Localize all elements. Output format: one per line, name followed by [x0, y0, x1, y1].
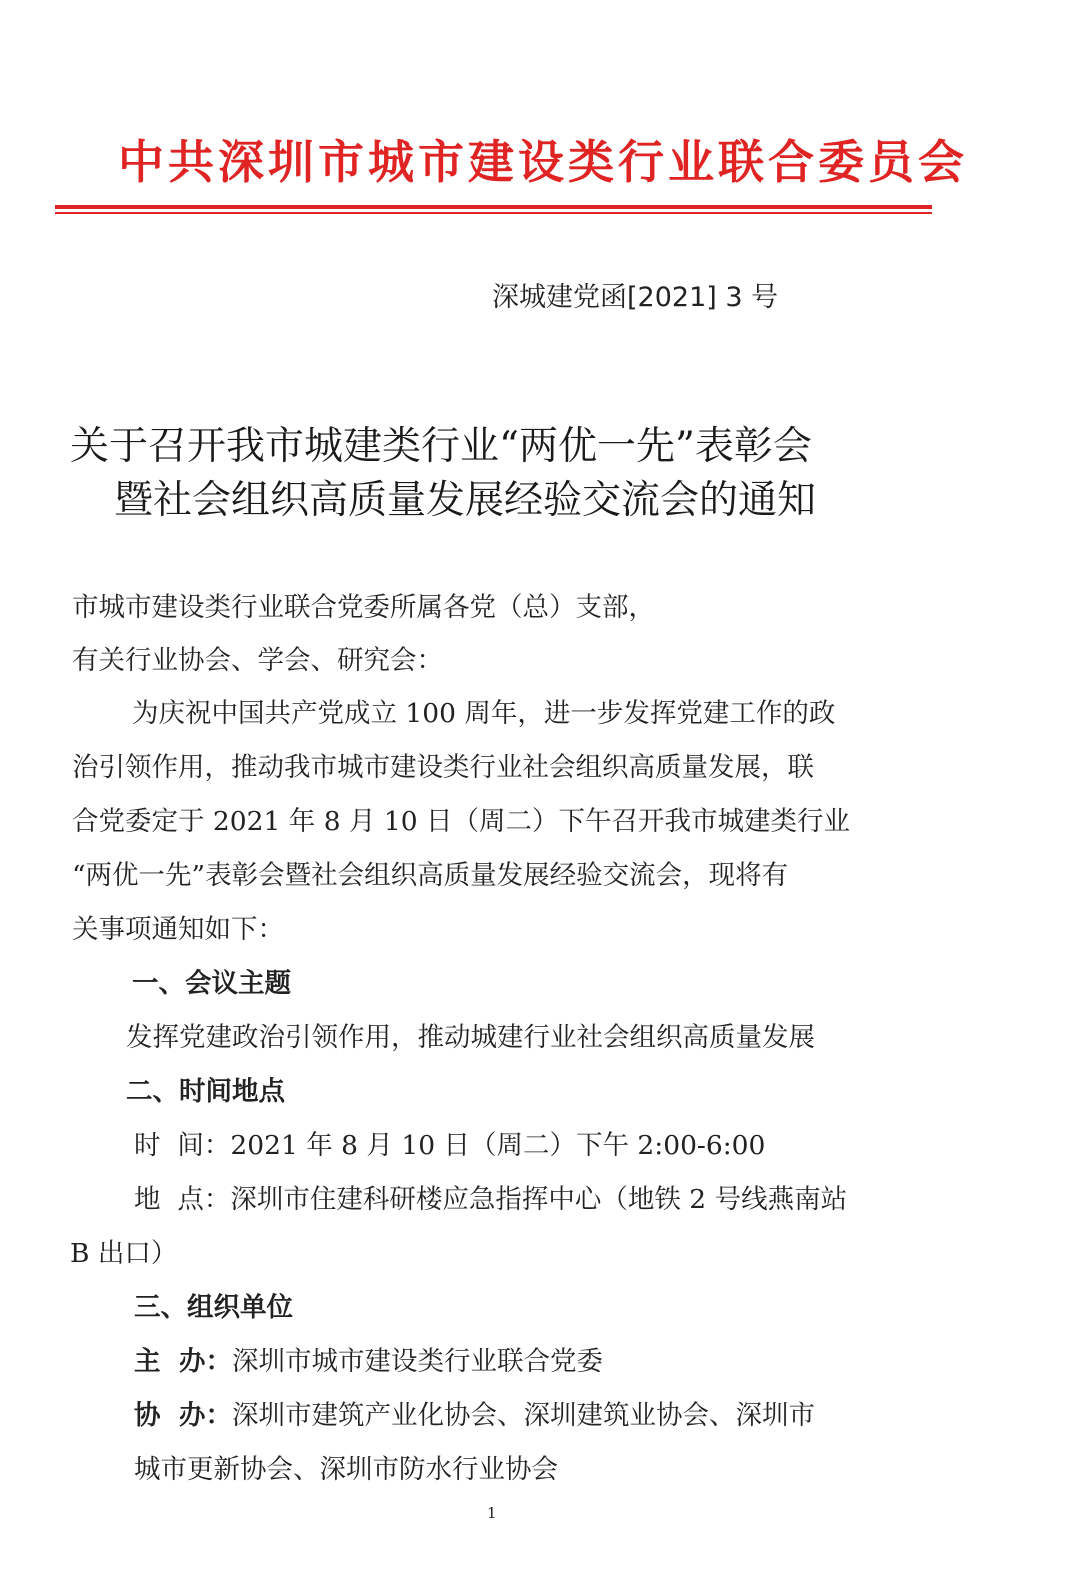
time-value: 2021 年 8 月 10 日（周二）下午 2:00-6:00	[230, 1130, 766, 1161]
host-row	[134, 1342, 603, 1382]
section-2-heading: 二、时间地点	[126, 1076, 285, 1107]
masthead-rule-thin	[55, 212, 932, 214]
cohost-value-line-2: 城市更新协会、深圳市防水行业协会	[134, 1454, 558, 1485]
cohost-row	[134, 1396, 815, 1436]
addressee-line-2: 有关行业协会、学会、研究会：	[72, 645, 443, 676]
place-value-line-1: 深圳市住建科研楼应急指挥中心（地铁 2 号线燕南站	[230, 1184, 848, 1215]
place-value-line-2: B 出口）	[70, 1238, 178, 1269]
cohost-value-line-1: 深圳市建筑产业化协会、深圳建筑业协会、深圳市	[231, 1400, 815, 1431]
cohost-label: 协 办：	[134, 1400, 232, 1431]
section-1-body: 发挥党建政治引领作用，推动城建行业社会组织高质量发展	[126, 1022, 815, 1053]
section-3-heading: 三、组织单位	[134, 1292, 293, 1323]
intro-line-1: 为庆祝中国共产党成立 100 周年，进一步发挥党建工作的政	[132, 698, 836, 729]
place-row	[134, 1180, 847, 1220]
intro-line-2: 治引领作用，推动我市城市建设类行业社会组织高质量发展，联	[72, 752, 814, 783]
document-number: 深城建党函[2021] 3 号	[492, 282, 779, 313]
time-row	[134, 1126, 765, 1166]
intro-line-3: 合党委定于 2021 年 8 月 10 日（周二）下午召开我市城建类行业	[72, 806, 851, 837]
section-1-heading: 一、会议主题	[132, 968, 291, 999]
host-label: 主 办：	[134, 1346, 232, 1377]
masthead-org-name: 中共深圳市城市建设类行业联合委员会	[118, 135, 968, 189]
title-line-1: 关于召开我市城建类行业“两优一先”表彰会	[70, 424, 812, 469]
masthead-rule-thick	[55, 205, 932, 209]
time-label: 时 间：	[134, 1130, 231, 1161]
page-number: 1	[487, 1504, 497, 1522]
host-value: 深圳市城市建设类行业联合党委	[231, 1346, 603, 1377]
addressee-line-1: 市城市建设类行业联合党委所属各党（总）支部，	[72, 592, 655, 623]
intro-line-4: “两优一先”表彰会暨社会组织高质量发展经验交流会，现将有	[72, 860, 789, 891]
title-line-2: 暨社会组织高质量发展经验交流会的通知	[114, 478, 817, 523]
intro-line-5: 关事项通知如下：	[72, 914, 284, 945]
place-label: 地 点：	[134, 1184, 231, 1215]
